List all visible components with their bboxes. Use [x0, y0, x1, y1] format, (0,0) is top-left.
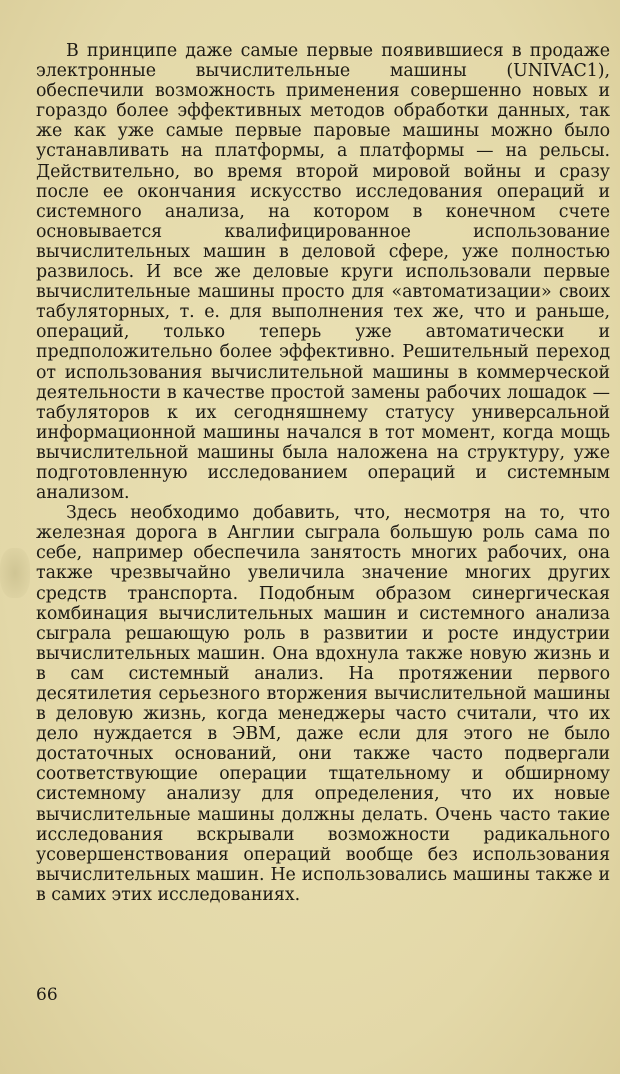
paragraph-1: В принципе даже самые первые появившиеся в продаже электронные вычислительные машины (UNIVAC1), обеспечили возможность применения совершенно новых и гораздо более эффективных методов обработки данных, так же как уже самые первые паровые машины можно было устанавливать на платформы, а платформы — на рельсы. Действительно, во время второй мировой войны и сразу после ее окончания искусство исследования операций и системного анализа, на котором в конечном счете основывается квалифицированное использование вычислительных машин в деловой сфере, уже полностью развилось. И все же деловые круги использовали первые вычислительные машины просто для «автоматизации» своих табуляторных, т. е. для выполнения тех же, что и раньше, операций, только теперь уже автоматически и предположительно более эффективно. Решительный переход от использования вычислительной машины в коммерческой деятельности в качестве простой замены рабочих лошадок — табуляторов к их сегодняшнему статусу универсальной информационной машины начался в тот момент, когда мощь вычислительной машины была наложена на структуру, уже подготовленную исследованием операций и системным анализом.: [36, 41, 610, 504]
paper-stain: [0, 548, 30, 598]
body-text: [36, 41, 610, 905]
paragraph-2: Здесь необходимо добавить, что, несмотря на то, что железная дорога в Англии сыграла большую роль сама по себе, например обеспечила занятость многих рабочих, она также чрезвычайно увеличила значение многих других средств транспорта. Подобным образом синергическая комбинация вычислительных машин и системного анализа сыграла решающую роль в развитии и росте индустрии вычислительных машин. Она вдохнула также новую жизнь и в сам системный анализ. На протяжении первого десятилетия серьезного вторжения вычислительной машины в деловую жизнь, когда менеджеры часто считали, что их дело нуждается в ЭВМ, даже если для этого не было достаточных оснований, они также часто подвергали соответствующие операции тщательному и обширному системному анализу для определения, что их новые вычислительные машины должны делать. Очень часто такие исследования вскрывали возможности радикального усовершенствования операций вообще без использования вычислительных машин. Не использовались машины также и в самих этих исследованиях.: [36, 503, 610, 905]
page-number: 66: [36, 985, 58, 1005]
